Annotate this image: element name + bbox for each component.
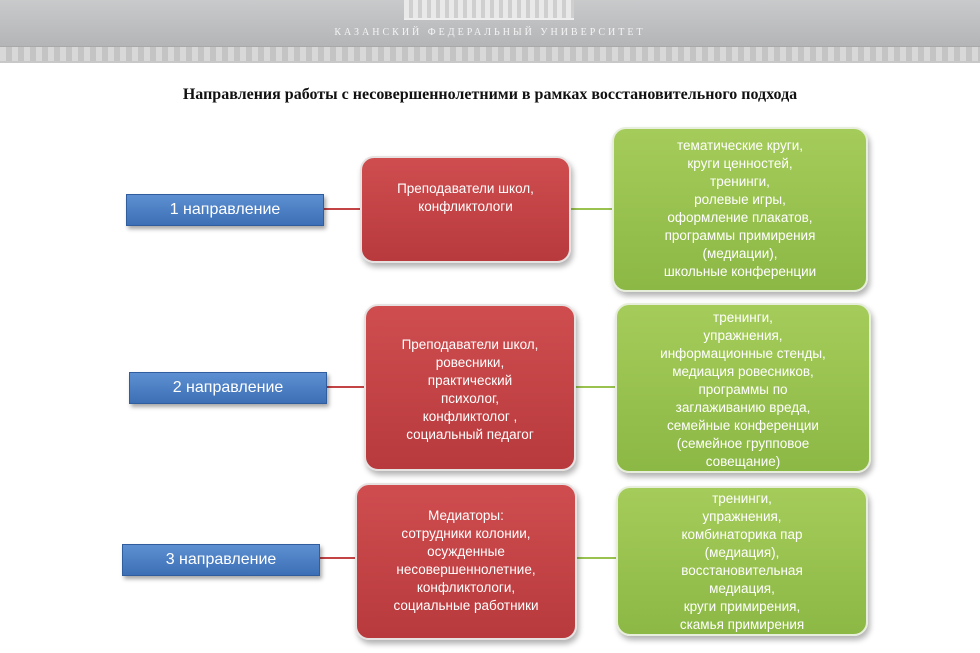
direction-1-actors-text: Преподаватели школ, конфликтологи [397, 181, 534, 214]
direction-3-methods-text: тренинги, упражнения, комбинаторика пар (медиация), восстановительная медиация, круги примирения, скамья примирения [679, 491, 805, 632]
direction-1-label: 1 направление [126, 194, 324, 226]
direction-1-actors [360, 156, 571, 263]
direction-2-actors-text: Преподаватели школ, ровесники, практический психолог, конфликтолог , социальный педагог [401, 337, 539, 442]
direction-2-methods [615, 303, 871, 473]
direction-3-label: 3 направление [122, 544, 320, 576]
direction-3-methods [616, 486, 868, 636]
direction-1-methods-text: тематические круги, круги ценностей, тренинги, ролевые игры, оформление плакатов, программы примирения (медиации), школьные конференции [663, 138, 817, 279]
direction-1-methods [612, 127, 868, 292]
direction-2-actors [364, 304, 576, 471]
direction-3-actors [355, 483, 577, 640]
direction-2-label: 2 направление [129, 372, 327, 404]
direction-3-actors-text: Медиаторы: сотрудники колонии, осужденные несовершеннолетние, конфликтологи, социальные работники [393, 508, 539, 613]
page-title: Направления работы с несовершеннолетними в рамках восстановительного подхода [182, 86, 798, 103]
direction-2-methods-text: тренинги, упражнения, информационные стенды, медиация ровесников, программы по заглаживанию вреда, семейные конференции (семейное групповое совещание) [660, 310, 826, 469]
university-name: КАЗАНСКИЙ ФЕДЕРАЛЬНЫЙ УНИВЕРСИТЕТ [334, 27, 646, 38]
